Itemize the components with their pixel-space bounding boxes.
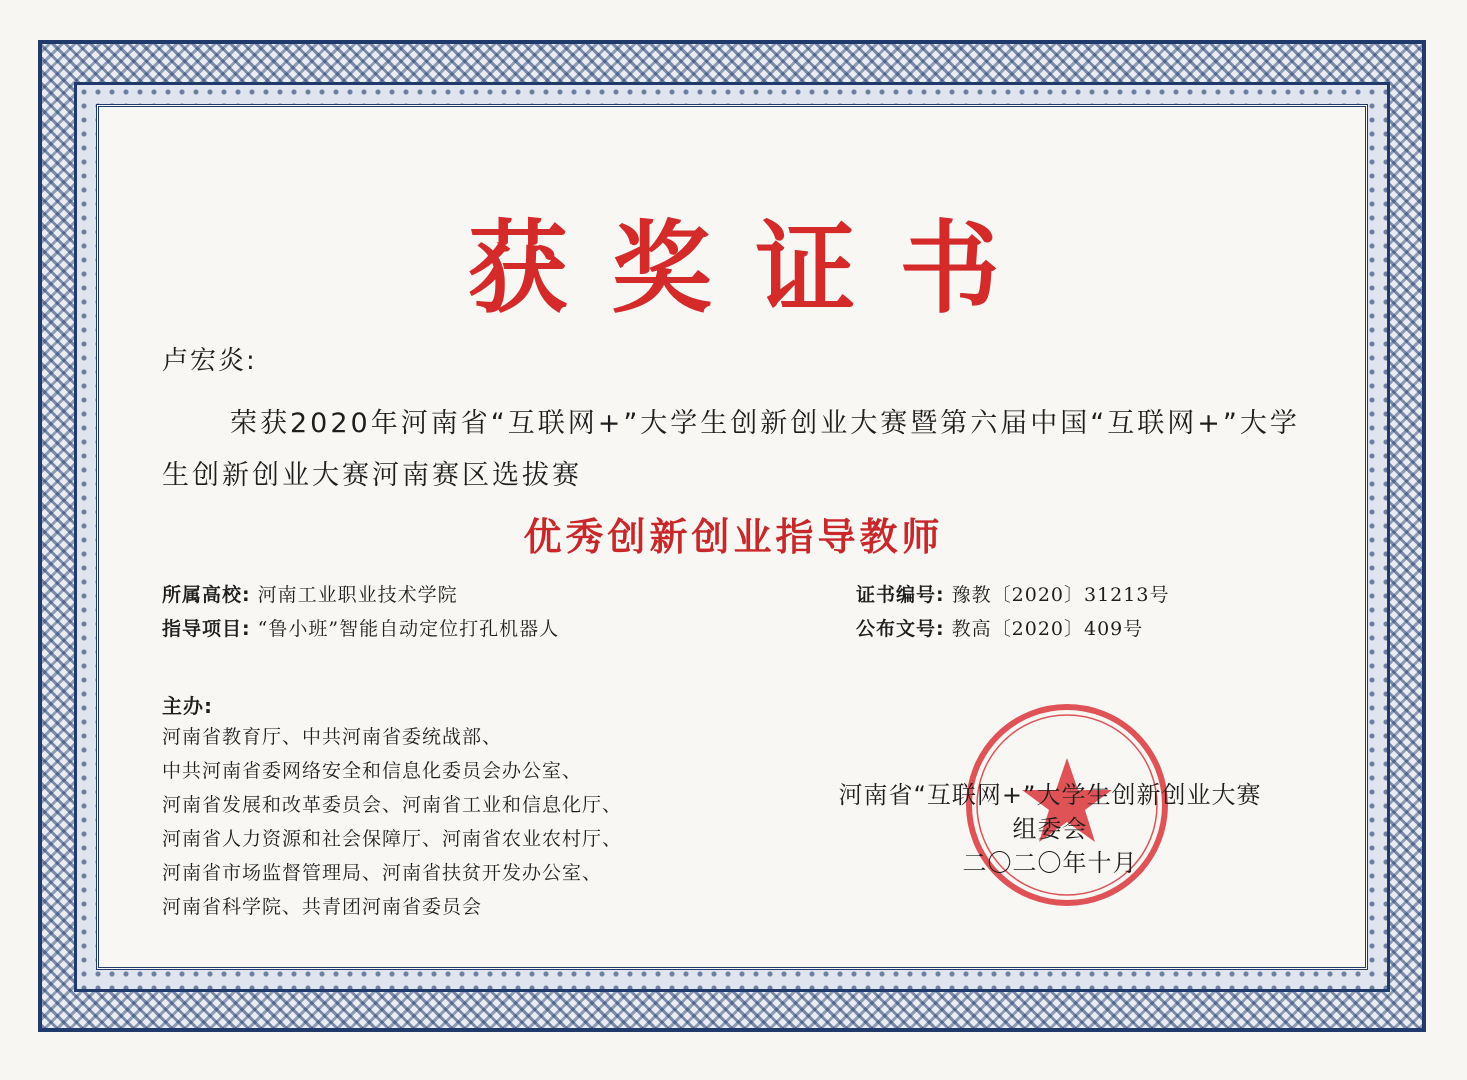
cert-number-value: 豫教〔2020〕31213号 — [951, 584, 1170, 606]
issuer-line-1: 河南省“互联网+”大学生创新创业大赛 — [838, 781, 1262, 809]
project-label: 指导项目: — [162, 618, 251, 640]
document-number-info — [856, 614, 1143, 641]
sponsor-line: 河南省科学院、共青团河南省委员会 — [162, 896, 483, 918]
school-value: 河南工业职业技术学院 — [257, 584, 458, 606]
certificate-title: 获奖证书 — [467, 209, 1044, 327]
honor-title: 优秀创新创业指导教师 — [523, 514, 944, 559]
document-number-label: 公布文号: — [856, 618, 945, 640]
issuer-line-2: 组委会 — [1012, 815, 1088, 843]
school-label: 所属高校: — [162, 584, 251, 606]
sponsor-line: 河南省人力资源和社会保障厅、河南省农业农村厅、 — [162, 828, 623, 850]
sponsor-line: 中共河南省委网络安全和信息化委员会办公室、 — [162, 760, 583, 782]
issuer-block — [820, 778, 1280, 880]
sponsor-heading: 主办: — [162, 694, 213, 718]
sponsor-line: 河南省市场监督管理局、河南省扶贫开发办公室、 — [162, 862, 603, 884]
sponsor-line: 河南省教育厅、中共河南省委统战部、 — [162, 726, 503, 748]
school-info — [162, 580, 458, 607]
cert-number-info — [856, 580, 1169, 607]
recipient-name: 卢宏炎: — [162, 346, 257, 376]
award-description: 荣获2020年河南省“互联网+”大学生创新创业大赛暨第六届中国“互联网+”大学生创新创业大赛河南赛区选拔赛 — [162, 408, 1300, 491]
project-info — [162, 614, 559, 641]
project-value: “鲁小班”智能自动定位打孔机器人 — [257, 618, 560, 640]
sponsor-line: 河南省发展和改革委员会、河南省工业和信息化厅、 — [162, 794, 623, 816]
cert-number-label: 证书编号: — [856, 584, 945, 606]
issue-date: 二〇二〇年十月 — [962, 849, 1138, 877]
sponsor-list — [162, 720, 622, 924]
document-number-value: 教高〔2020〕409号 — [951, 618, 1144, 640]
